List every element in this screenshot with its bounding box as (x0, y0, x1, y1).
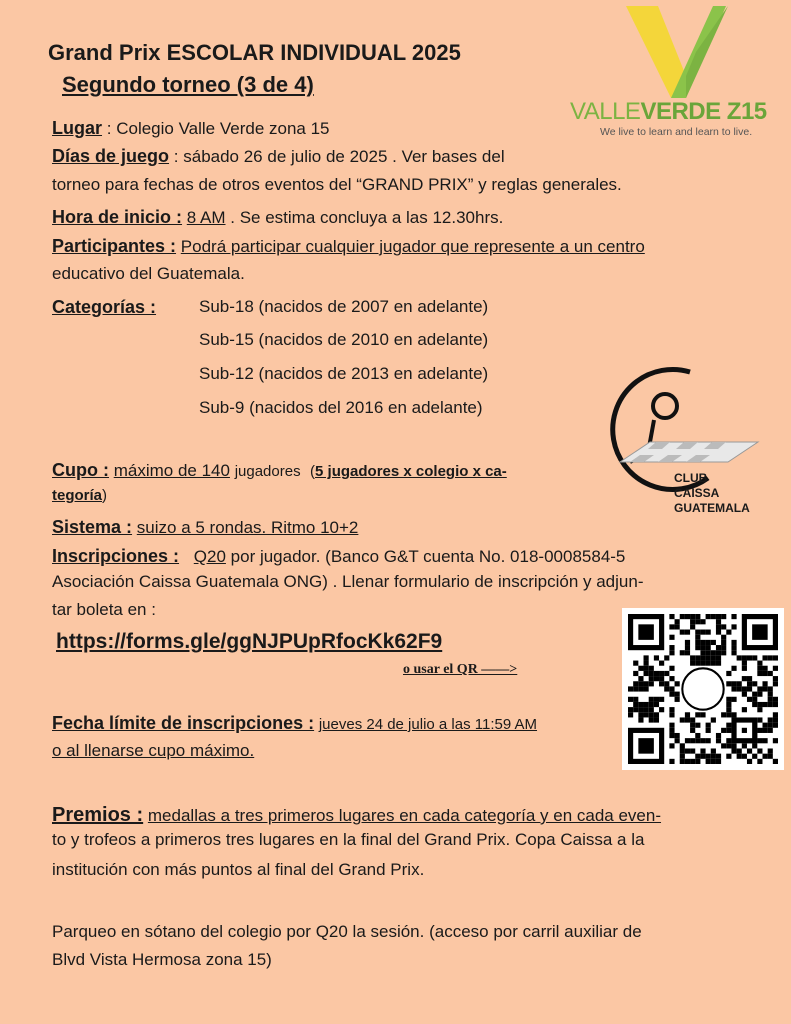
inscripciones-row (52, 546, 625, 567)
valle-light-text: VALLE (570, 98, 641, 125)
dias-value: sábado 26 de julio de 2025 . Ver bases del (183, 147, 505, 166)
club-line3: GUATEMALA (674, 501, 750, 515)
dias-value-2: torneo para fechas de otros eventos del “GRAND PRIX” y reglas generales. (52, 175, 622, 194)
club-line2: CAISSA (674, 486, 720, 500)
categoria-item: Sub-12 (nacidos de 2013 en adelante) (199, 364, 489, 383)
premios-value-2: to y trofeos a primeros tres lugares en la final del Grand Prix. Copa Caissa a la (52, 830, 645, 849)
sistema-label: Sistema : (52, 517, 133, 537)
participantes-value-2: educativo del Guatemala. (52, 264, 245, 283)
dias-label: Días de juego (52, 146, 170, 166)
hora-row (52, 207, 503, 228)
qr-code-icon (628, 614, 778, 764)
lugar-row (52, 118, 330, 139)
club-caissa-logo (590, 358, 770, 523)
hora-label: Hora de inicio : (52, 207, 183, 227)
sistema-value: suizo a 5 rondas. Ritmo 10+2 (136, 518, 359, 537)
cupo-bold-2: tegoría (52, 487, 103, 504)
cupo-bold-1: 5 jugadores x colegio x ca- (315, 463, 507, 480)
dias-sep: : (173, 147, 179, 166)
inscripciones-value-3: tar boleta en : (52, 600, 156, 619)
inscripciones-label: Inscripciones : (52, 546, 180, 566)
sistema-row (52, 517, 358, 538)
cupo-value-b: jugadores (234, 463, 301, 480)
cupo-value-a: máximo de 140 (113, 461, 230, 480)
qr-hint: o usar el QR ——> (403, 662, 518, 677)
lugar-sep: : (106, 119, 112, 138)
categoria-item: Sub-15 (nacidos de 2010 en adelante) (199, 330, 489, 349)
cupo-row (52, 460, 507, 482)
cupo-paren-close: ) (102, 487, 108, 504)
club-line1: CLUB (674, 471, 708, 485)
premios-label: Premios : (52, 804, 144, 826)
hora-value: 8 AM (186, 208, 226, 227)
premios-row (52, 805, 661, 826)
inscripciones-value-2: Asociación Caissa Guatemala ONG) . Llenar formulario de inscripción y adjun- (52, 572, 644, 591)
valle-tagline: We live to learn and learn to live. (600, 126, 753, 138)
inscripciones-price: Q20 (193, 547, 226, 566)
cupo-label: Cupo : (52, 460, 109, 480)
inscripciones-value-1: por jugador. (Banco G&T cuenta No. 018-0008584-5 (230, 547, 626, 566)
cupo-row-2 (52, 486, 107, 506)
participantes-value: Podrá participar cualquier jugador que represente a un centro (180, 237, 645, 256)
dias-row (52, 146, 505, 167)
fecha-limite-label: Fecha límite de inscripciones : (52, 713, 315, 733)
fecha-limite-row (52, 713, 537, 735)
valle-verde-v-icon (568, 2, 782, 102)
categorias-label: Categorías : (52, 297, 157, 317)
fecha-limite-value: jueves 24 de julio a las 11:59 AM (318, 716, 538, 733)
hora-rest: . Se estima concluya a las 12.30hrs. (230, 208, 504, 227)
participantes-label: Participantes : (52, 236, 177, 256)
page-subtitle: Segundo torneo (3 de 4) (62, 72, 314, 97)
valle-bold-text: VERDE Z15 (640, 98, 767, 125)
categoria-item: Sub-9 (nacidos del 2016 en adelante) (199, 398, 483, 417)
parqueo-line-1: Parqueo en sótano del colegio por Q20 la sesión. (acceso por carril auxiliar de (52, 922, 642, 941)
fecha-limite-value-2: o al llenarse cupo máximo. (52, 741, 255, 760)
valle-verde-logo (568, 2, 782, 142)
lugar-value: Colegio Valle Verde zona 15 (116, 119, 330, 138)
registration-link[interactable]: https://forms.gle/ggNJPUpRfocKk62F9 (56, 630, 443, 653)
categoria-item: Sub-18 (nacidos de 2007 en adelante) (199, 297, 489, 316)
cupo-paren-open: ( (310, 463, 316, 480)
qr-code[interactable] (622, 608, 784, 770)
premios-value-3: institución con más puntos al final del Grand Prix. (52, 860, 425, 879)
lugar-label: Lugar (52, 118, 103, 138)
participantes-row (52, 236, 645, 257)
parqueo-line-2: Blvd Vista Hermosa zona 15) (52, 950, 272, 969)
page-title: Grand Prix ESCOLAR INDIVIDUAL 2025 (48, 40, 461, 65)
premios-value-1: medallas a tres primeros lugares en cada categoría y en cada even- (147, 806, 662, 825)
